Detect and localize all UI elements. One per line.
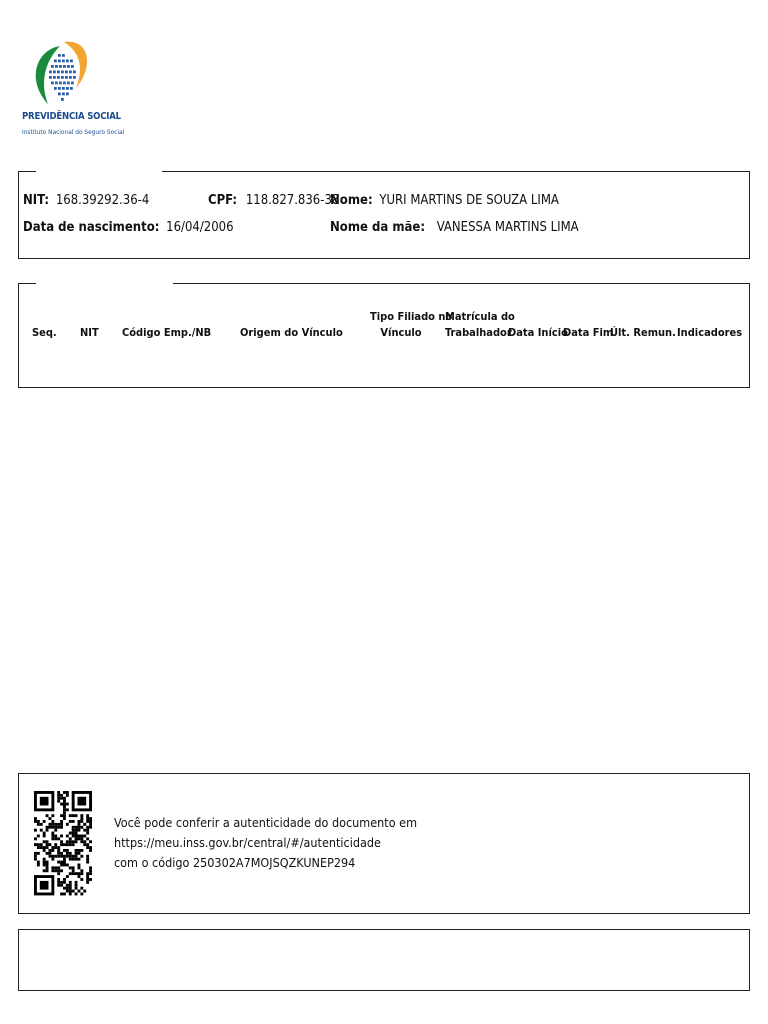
mother-name-field [330,220,579,235]
nit-field [23,193,149,208]
col-header-tipo-line2: Vínculo [380,326,422,339]
birth-date-value: 16/04/2006 [166,220,234,235]
col-header-origem: Origem do Vínculo [240,326,343,339]
col-header-nit: NIT [80,326,99,339]
logo-subtitle: Instituto Nacional do Seguro Social [22,128,125,136]
col-header-indicadores: Indicadores [677,326,743,339]
logo-title: PREVIDÊNCIA SOCIAL [22,111,121,122]
col-header-ult-remun: Últ. Remun. [610,326,676,339]
birth-date-label: Data de nascimento: [23,220,160,235]
name-value: YURI MARTINS DE SOUZA LIMA [379,193,559,208]
cpf-value: 118.827.836-38 [245,193,340,208]
col-header-data-inicio: Data Início [508,326,568,339]
col-header-matricula-line2: Trabalhador [445,326,512,339]
authenticity-url[interactable]: https://meu.inss.gov.br/central/#/autenticidade [114,835,381,850]
nit-label: NIT: [23,193,50,208]
name-field [330,193,559,208]
mother-name-value: VANESSA MARTINS LIMA [436,220,579,235]
qr-code[interactable] [34,791,92,897]
col-header-matricula-line1: Matrícula do [445,310,515,323]
previdencia-social-logo [18,34,110,142]
cpf-label: CPF: [208,193,238,208]
cpf-field [208,193,339,208]
birth-date-field [23,220,234,235]
mother-name-label: Nome da mãe: [330,220,426,235]
col-header-codigo: Código Emp./NB [122,326,212,339]
nit-value: 168.39292.36-4 [55,193,150,208]
col-header-matricula [445,310,515,340]
col-header-tipo-line1: Tipo Filiado no [370,310,453,323]
empty-bottom-box [18,929,750,991]
name-label: Nome: [330,193,373,208]
col-header-data-fim: Data Fim [563,326,614,339]
col-header-tipo-filiado [370,310,453,340]
col-header-seq: Seq. [32,326,57,339]
personal-info-box [18,171,750,259]
authenticity-code: com o código 250302A7MOJSQZKUNEP294 [114,855,356,870]
authenticity-text-line1: Você pode conferir a autenticidade do documento em [114,815,418,830]
